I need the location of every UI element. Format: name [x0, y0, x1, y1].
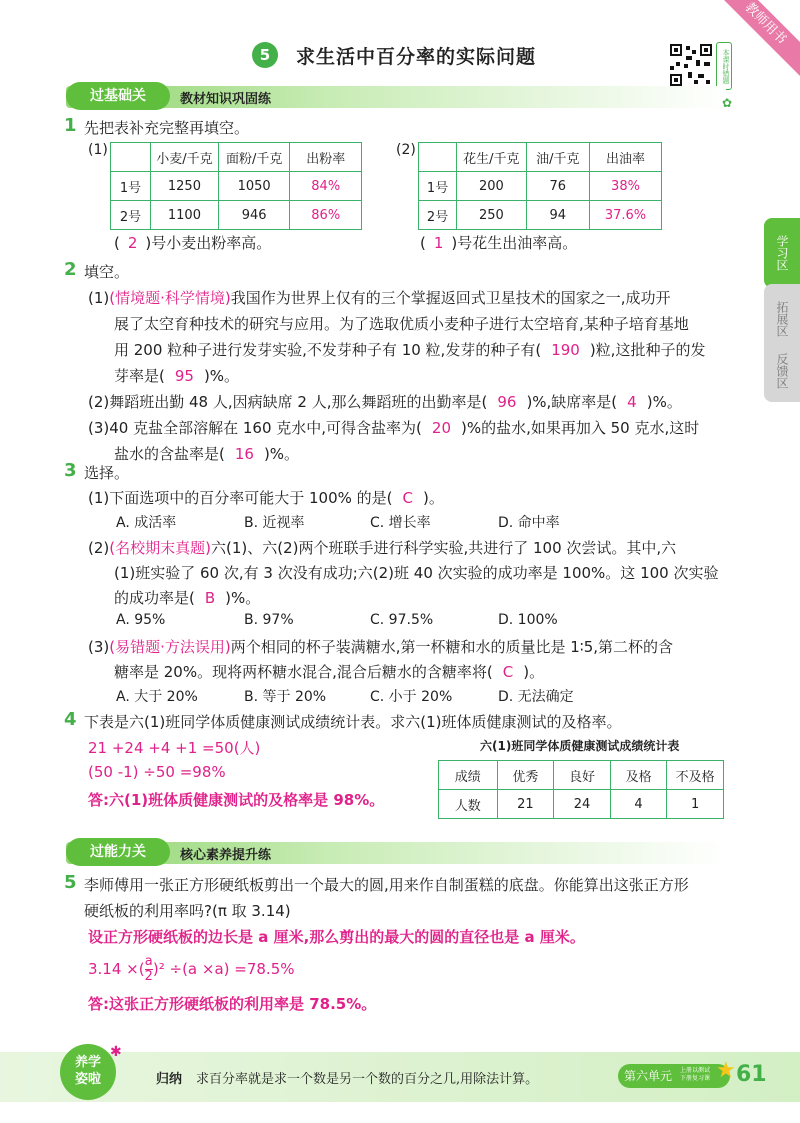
- question-stem: 先把表补充完整再填空。: [84, 119, 250, 137]
- option-b: B. 等于 20%: [244, 689, 327, 705]
- question-line: 糖率是 20%。现将两杯糖水混合,混合后糖水的含糖率将( C )。: [114, 663, 545, 681]
- footer-label: 归纳: [156, 1072, 183, 1087]
- section-subtitle-ability: 核心素养提升练: [180, 848, 272, 863]
- answer-line: 答:六(1)班体质健康测试的及格率是 98%。: [88, 791, 385, 809]
- question-line: (2)舞蹈班出勤 48 人,因病缺席 2 人,那么舞蹈班的出勤率是( 96 )%,缺席率是( 4 )%。: [88, 393, 682, 411]
- star-icon: ★: [716, 1058, 736, 1083]
- table-header: 出粉率: [290, 143, 362, 172]
- answer-line: 答:这张正方形硬纸板的利用率是 78.5%。: [88, 995, 377, 1013]
- table-header: 成绩: [439, 761, 498, 790]
- question-line: 李师傅用一张正方形硬纸板剪出一个最大的圆,用来作自制蛋糕的底盘。你能算出这张正方形: [84, 876, 689, 894]
- answer-blank: 96: [497, 393, 517, 411]
- answer-blank: 1: [433, 234, 444, 252]
- question-stem: 选择。: [84, 464, 130, 482]
- table-cell: 946: [218, 201, 290, 230]
- answer-blank: 2: [127, 234, 138, 252]
- flower-icon: ✿: [722, 96, 733, 110]
- table-title: 六(1)班同学体质健康测试成绩统计表: [480, 739, 680, 753]
- option-a: A. 95%: [116, 612, 166, 628]
- table-answer-cell: 38%: [590, 172, 662, 201]
- table-header: 油/千克: [526, 143, 589, 172]
- option-b: B. 近视率: [244, 515, 305, 531]
- question-line: (3)40 克盐全部溶解在 160 克水中,可得含盐率为( 20 )%的盐水,如果再加入 50 克水,这时: [88, 419, 700, 437]
- table-cell: 2号: [111, 201, 151, 230]
- side-tab-extend[interactable]: 拓展区: [764, 284, 800, 354]
- question-line: 芽率是( 95 )%。: [114, 367, 240, 385]
- table-header: 及格: [610, 761, 667, 790]
- qr-code[interactable]: [668, 42, 714, 88]
- answer-blank: 95: [174, 367, 194, 385]
- question-tag: (易错题·方法误用): [109, 638, 231, 656]
- table-cell: 2号: [419, 201, 457, 230]
- solution-line: 21 +24 +4 +1 =50(人): [88, 739, 261, 757]
- option-d: D. 100%: [498, 612, 558, 628]
- table-cell: 250: [457, 201, 526, 230]
- page-number: 61: [736, 1062, 767, 1087]
- question-line: 展了太空育种技术的研究与应用。为了选取优质小麦种子进行太空培育,某种子培育基地: [114, 315, 689, 333]
- table-cell: 1号: [111, 172, 151, 201]
- table-cell: 24: [554, 790, 611, 819]
- table-cell: 1250: [151, 172, 219, 201]
- data-table-wheat: [110, 142, 362, 230]
- table-answer-cell: 37.6%: [590, 201, 662, 230]
- table-cell: 21: [497, 790, 554, 819]
- option-d: D. 无法确定: [498, 689, 574, 705]
- table-cell: 200: [457, 172, 526, 201]
- table-cell: 4: [610, 790, 667, 819]
- data-table-fitness: [438, 760, 724, 819]
- fill-in-line: ( 1 )号花生出油率高。: [420, 234, 578, 252]
- fill-in-line: ( 2 )号小麦出粉率高。: [114, 234, 272, 252]
- table-header: 出油率: [590, 143, 662, 172]
- section-badge-basic: 过基础关: [66, 82, 170, 110]
- star-icon: ✱: [110, 1044, 122, 1060]
- table-header: 小麦/千克: [151, 143, 219, 172]
- question-line: (1)下面选项中的百分率可能大于 100% 的是( C )。: [88, 489, 444, 507]
- question-number: 4: [64, 709, 77, 730]
- answer-blank: B: [204, 589, 216, 607]
- question-line: 盐水的含盐率是( 16 )%。: [114, 445, 300, 463]
- table-cell: 1: [667, 790, 724, 819]
- side-tab-study[interactable]: 学习区: [764, 218, 800, 288]
- qr-code-icon: [668, 42, 714, 88]
- question-number: 5: [64, 872, 77, 893]
- table-header: [111, 143, 151, 172]
- table-header: 良好: [554, 761, 611, 790]
- question-line: 硬纸板的利用率吗?(π 取 3.14): [84, 902, 291, 920]
- table-answer-cell: 86%: [290, 201, 362, 230]
- question-tag: (情境题·科学情境): [109, 289, 231, 307]
- table-header: 不及格: [667, 761, 724, 790]
- table-cell: 94: [526, 201, 589, 230]
- question-tag: (名校期末真题): [109, 539, 211, 557]
- option-c: C. 增长率: [370, 515, 431, 531]
- table-cell: 人数: [439, 790, 498, 819]
- table-cell: 1号: [419, 172, 457, 201]
- table-header: [419, 143, 457, 172]
- question-line: 的成功率是( B )%。: [114, 589, 261, 607]
- table-header: 花生/千克: [457, 143, 526, 172]
- question-stem: 下表是六(1)班同学体质健康测试成绩统计表。求六(1)班体质健康测试的及格率。: [84, 713, 622, 731]
- solution-line: 设正方形硬纸板的边长是 a 厘米,那么剪出的最大的圆的直径也是 a 厘米。: [88, 928, 585, 946]
- question-stem: 填空。: [84, 263, 130, 281]
- table-label: (1): [88, 142, 108, 158]
- footer-text: 求百分率就是求一个数是另一个数的百分之几,用除法计算。: [196, 1072, 539, 1087]
- answer-blank: C: [402, 489, 414, 507]
- solution-line: (50 -1) ÷50 =98%: [88, 763, 226, 781]
- answer-blank: 20: [431, 419, 451, 437]
- footer-badge: 养学 姿啦: [60, 1044, 116, 1100]
- qr-side-label: 本课时错题: [716, 42, 732, 90]
- option-c: C. 97.5%: [370, 612, 434, 628]
- question-number: 3: [64, 460, 77, 481]
- answer-blank: 16: [234, 445, 254, 463]
- page-title: 求生活中百分率的实际问题: [296, 46, 537, 68]
- question-line: 用 200 粒种子进行发芽实验,不发芽种子有 10 粒,发芽的种子有( 190 )粒,这批种子的发: [114, 341, 706, 359]
- question-line: (2)(名校期末真题)六(1)、六(2)两个班联手进行科学实验,共进行了 100 次尝试。其中,六: [88, 539, 677, 557]
- table-header: 面粉/千克: [218, 143, 290, 172]
- solution-line: 3.14 ×( $\frac{a}{2}$ )² ÷(a ×a) =78.5%: [88, 954, 295, 984]
- answer-blank: 4: [627, 393, 637, 411]
- question-line: (1)班实验了 60 次,有 3 次没有成功;六(2)班 40 次实验的成功率是 100%。这 100 次实验: [114, 564, 719, 582]
- option-b: B. 97%: [244, 612, 294, 628]
- option-c: C. 小于 20%: [370, 689, 453, 705]
- table-cell: 76: [526, 172, 589, 201]
- option-d: D. 命中率: [498, 515, 560, 531]
- question-number: 2: [64, 259, 77, 280]
- lesson-number-badge: 5: [252, 42, 278, 68]
- table-answer-cell: 84%: [290, 172, 362, 201]
- table-header: 优秀: [497, 761, 554, 790]
- corner-label: 教师用书: [741, 0, 790, 48]
- option-a: A. 大于 20%: [116, 689, 198, 705]
- fraction: $\frac{a}{2}$: [144, 954, 153, 984]
- data-table-peanut: [418, 142, 662, 230]
- answer-blank: 190: [551, 341, 580, 359]
- question-number: 1: [64, 115, 77, 136]
- footer-unit-pill: 第六单元 上册以测试 下册复习课: [618, 1064, 730, 1088]
- table-label: (2): [396, 142, 416, 158]
- side-tab-feedback[interactable]: 反馈区: [764, 340, 800, 402]
- table-cell: 1100: [151, 201, 219, 230]
- option-a: A. 成活率: [116, 515, 177, 531]
- section-subtitle-basic: 教材知识巩固练: [180, 92, 272, 107]
- question-line: (1)(情境题·科学情境)我国作为世界上仅有的三个掌握返回式卫星技术的国家之一,成功开: [88, 289, 671, 307]
- table-cell: 1050: [218, 172, 290, 201]
- section-badge-ability: 过能力关: [66, 838, 170, 866]
- answer-blank: C: [502, 663, 514, 681]
- question-line: (3)(易错题·方法误用)两个相同的杯子装满糖水,第一杯糖和水的质量比是 1∶5,第二杯的含: [88, 638, 674, 656]
